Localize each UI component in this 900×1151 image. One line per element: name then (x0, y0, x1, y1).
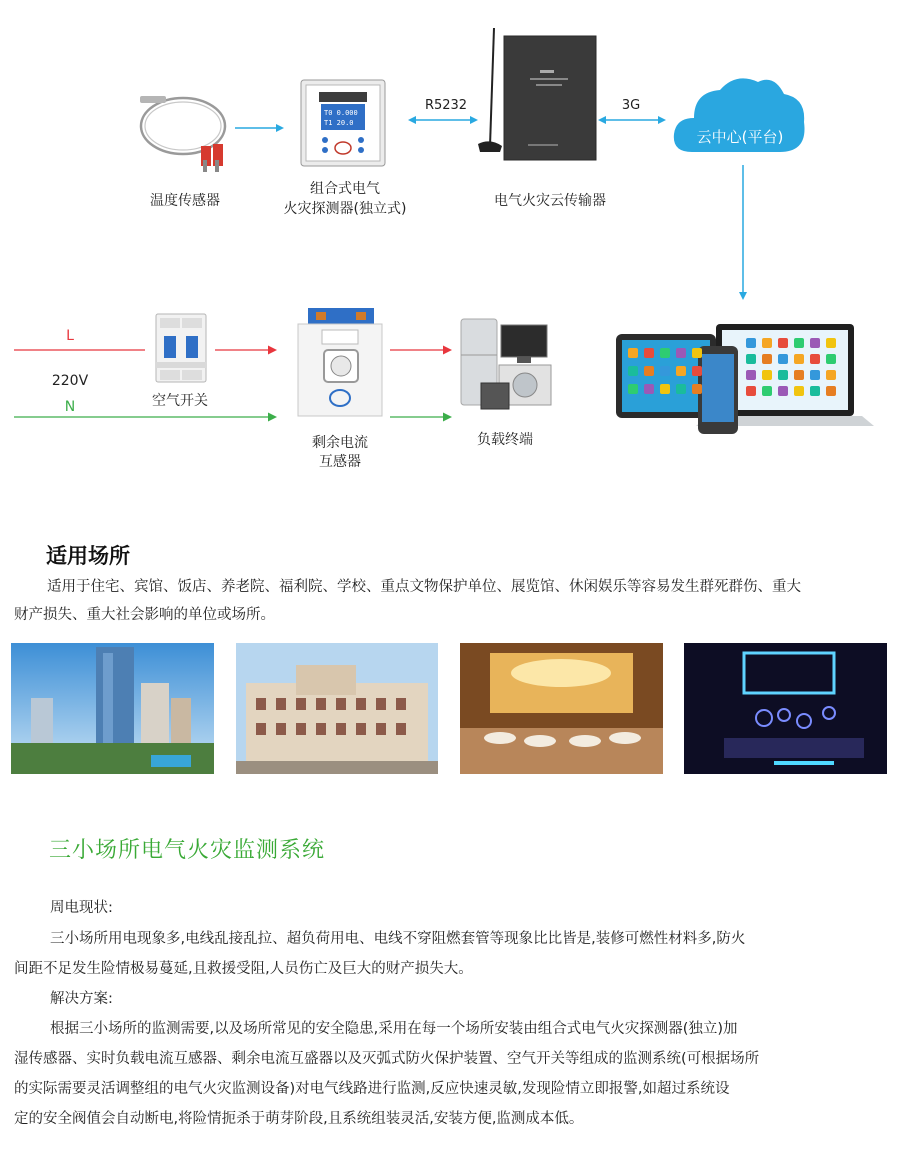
cloud-icon (670, 72, 810, 162)
app-tile (628, 366, 638, 376)
photo-ktv-room (684, 643, 887, 774)
app-tile (628, 384, 638, 394)
detector-label-line2: 火灾探测器(独立式) (283, 201, 407, 217)
app-tile (778, 370, 788, 380)
svg-text:T0 0.000: T0 0.000 (324, 109, 358, 117)
app-tile (794, 354, 804, 364)
line-n-label: N (64, 399, 76, 415)
app-tile (692, 384, 702, 394)
status-text-line1: 三小场所用电现象多,电线乱接乱拉、超负荷用电、电线不穿阻燃套管等现象比比皆是,装修可燃性材料多,防火 (50, 931, 746, 947)
app-tile (746, 370, 756, 380)
app-tile (762, 354, 772, 364)
temp-sensor-label: 温度传感器 (150, 193, 220, 209)
line-l-label: L (66, 328, 74, 344)
transmitter-label: 电气火灾云传输器 (494, 193, 606, 209)
app-tile (762, 386, 772, 396)
app-tile (628, 348, 638, 358)
rct-label-line1: 剩余电流 (312, 435, 368, 451)
app-tile (676, 366, 686, 376)
app-tile (794, 338, 804, 348)
app-tile (826, 354, 836, 364)
app-tile (826, 386, 836, 396)
svg-text:T1 20.0: T1 20.0 (324, 119, 354, 127)
rs232-label: R5232 (424, 98, 468, 113)
air-switch-image (150, 312, 212, 384)
venues-text-line2: 财产损失、重大社会影响的单位或场所。 (14, 607, 275, 623)
section-title-system: 三小场所电气火灾监测系统 (49, 838, 326, 863)
app-tile (692, 366, 702, 376)
terminal-devices-image (612, 320, 877, 438)
app-tile (746, 338, 756, 348)
voltage-label: 220V (51, 373, 89, 389)
app-tile (644, 384, 654, 394)
app-tile (660, 348, 670, 358)
cloud-label: 云中心(平台) (696, 128, 784, 146)
status-label: 周电现状: (50, 900, 113, 916)
air-switch-label: 空气开关 (152, 393, 208, 409)
solution-text-line2: 湿传感器、实时负载电流互感器、剩余电流互盛器以及灭弧式防火保护装置、空气开关等组成的监测系统(可根据场所 (14, 1051, 760, 1067)
app-tile (794, 386, 804, 396)
load-label: 负载终端 (477, 432, 533, 448)
detector-label-line1: 组合式电气 (310, 181, 380, 197)
app-tile (778, 354, 788, 364)
app-tile (794, 370, 804, 380)
cloud-transmitter-image (460, 26, 600, 166)
app-tile (746, 386, 756, 396)
app-tile (762, 338, 772, 348)
section-title-venues: 适用场所 (46, 544, 130, 568)
app-tile (778, 386, 788, 396)
fire-detector-image (297, 78, 389, 170)
3g-label: 3G (621, 98, 641, 113)
solution-label: 解决方案: (50, 991, 113, 1007)
rct-label-line2: 互感器 (319, 454, 361, 470)
status-text-line2: 间距不足发生险情极易蔓延,且救援受阻,人员伤亡及巨大的财产损失大。 (14, 961, 473, 977)
app-tile (676, 384, 686, 394)
app-tile (810, 338, 820, 348)
app-tile (676, 348, 686, 358)
solution-text-line4: 定的安全阀值会自动断电,将险情扼杀于萌芽阶段,且系统组装灵活,安装方便,监测成本低。 (14, 1111, 584, 1127)
app-tile (660, 384, 670, 394)
venues-text-line1: 适用于住宅、宾馆、饭店、养老院、福利院、学校、重点文物保护单位、展览馆、休闲娱乐等容易发生群死群伤、重大 (47, 579, 801, 595)
photo-school-building (236, 643, 438, 774)
photo-high-rise (11, 643, 214, 774)
app-tile (826, 370, 836, 380)
solution-text-line1: 根据三小场所的监测需要,以及场所常见的安全隐患,采用在每一个场所安装由组合式电气火灾探测器(独立)加 (50, 1021, 738, 1037)
residual-current-transformer-image (294, 306, 386, 418)
app-tile (778, 338, 788, 348)
app-tile (826, 338, 836, 348)
app-tile (660, 366, 670, 376)
photo-banquet-hall (460, 643, 663, 774)
solution-text-line3: 的实际需要灵活调整组的电气火灾监测设备)对电气线路进行监测,反应快速灵敏,发现险情立即报警,如超过系统设 (14, 1081, 730, 1097)
app-tile (810, 370, 820, 380)
app-tile (810, 386, 820, 396)
temperature-sensor-image (135, 88, 235, 178)
app-tile (692, 348, 702, 358)
app-tile (810, 354, 820, 364)
app-tile (746, 354, 756, 364)
app-tile (644, 348, 654, 358)
load-appliances-image (455, 305, 555, 415)
app-tile (762, 370, 772, 380)
app-tile (644, 366, 654, 376)
